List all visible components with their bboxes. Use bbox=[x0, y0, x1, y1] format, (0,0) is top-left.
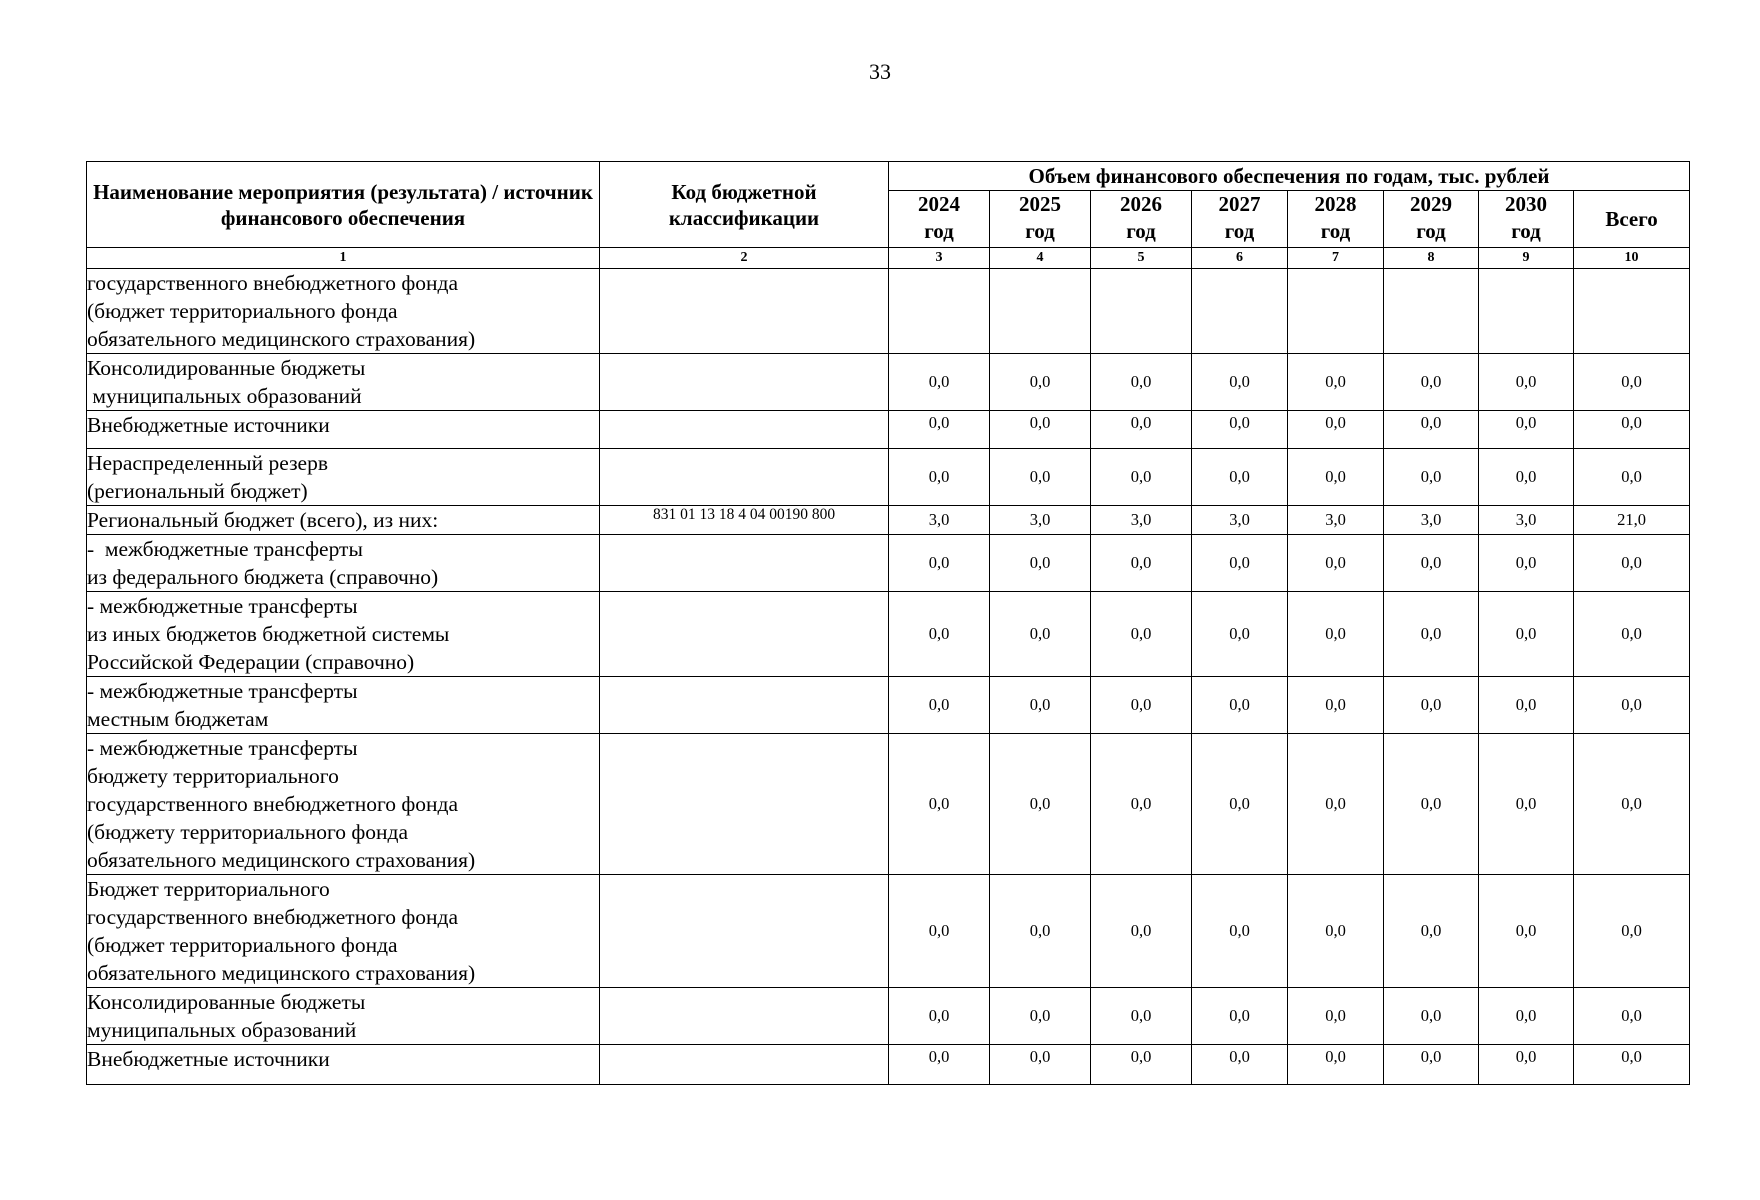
row-name: - межбюджетные трансферты местным бюджетам bbox=[87, 677, 600, 734]
row-value: 0,0 bbox=[1091, 988, 1192, 1045]
table-row bbox=[87, 734, 1690, 875]
row-value: 0,0 bbox=[1192, 592, 1288, 677]
table-row bbox=[87, 592, 1690, 677]
row-name: государственного внебюджетного фонда (бюджет территориального фонда обязательного медицинского страхования) bbox=[87, 269, 600, 354]
table-row bbox=[87, 506, 1690, 535]
table-row bbox=[87, 411, 1690, 449]
row-value: 0,0 bbox=[1479, 354, 1574, 411]
row-value: 0,0 bbox=[990, 1045, 1091, 1085]
row-value: 0,0 bbox=[889, 449, 990, 506]
row-code bbox=[600, 411, 889, 449]
row-value: 0,0 bbox=[1091, 875, 1192, 988]
row-value: 3,0 bbox=[1479, 506, 1574, 535]
row-value bbox=[1091, 269, 1192, 354]
row-name: Консолидированные бюджеты муниципальных образований bbox=[87, 354, 600, 411]
row-value bbox=[1288, 269, 1384, 354]
row-value: 0,0 bbox=[1091, 677, 1192, 734]
row-value: 0,0 bbox=[1479, 592, 1574, 677]
row-value bbox=[1192, 269, 1288, 354]
row-value: 0,0 bbox=[1091, 354, 1192, 411]
row-name: Внебюджетные источники bbox=[87, 411, 600, 449]
row-code bbox=[600, 449, 889, 506]
row-value: 0,0 bbox=[990, 677, 1091, 734]
row-value: 0,0 bbox=[1288, 988, 1384, 1045]
row-value: 0,0 bbox=[1091, 1045, 1192, 1085]
row-value: 0,0 bbox=[990, 592, 1091, 677]
column-number: 8 bbox=[1384, 248, 1479, 269]
header-name: Наименование мероприятия (результата) / источник финансового обеспечения bbox=[87, 162, 600, 248]
row-code bbox=[600, 734, 889, 875]
row-value: 0,0 bbox=[1479, 449, 1574, 506]
row-value: 0,0 bbox=[1384, 449, 1479, 506]
row-value: 0,0 bbox=[990, 734, 1091, 875]
row-value: 3,0 bbox=[1192, 506, 1288, 535]
row-value: 0,0 bbox=[1288, 535, 1384, 592]
column-number-row bbox=[87, 248, 1690, 269]
row-value: 0,0 bbox=[1479, 988, 1574, 1045]
row-value: 0,0 bbox=[1384, 677, 1479, 734]
row-code bbox=[600, 592, 889, 677]
row-value: 0,0 bbox=[889, 875, 990, 988]
row-name: Консолидированные бюджеты муниципальных образований bbox=[87, 988, 600, 1045]
header-financing-group: Объем финансового обеспечения по годам, тыс. рублей bbox=[889, 162, 1690, 191]
row-value: 3,0 bbox=[1091, 506, 1192, 535]
row-value: 0,0 bbox=[990, 535, 1091, 592]
row-total: 0,0 bbox=[1574, 1045, 1690, 1085]
row-value bbox=[889, 269, 990, 354]
row-value: 0,0 bbox=[1479, 535, 1574, 592]
row-value: 0,0 bbox=[1091, 592, 1192, 677]
column-number: 5 bbox=[1091, 248, 1192, 269]
row-name: Региональный бюджет (всего), из них: bbox=[87, 506, 600, 535]
row-value: 0,0 bbox=[1091, 449, 1192, 506]
financial-table bbox=[86, 161, 1690, 1085]
table-row bbox=[87, 677, 1690, 734]
row-name: - межбюджетные трансферты из федерального бюджета (справочно) bbox=[87, 535, 600, 592]
row-value: 0,0 bbox=[1288, 411, 1384, 449]
row-value: 0,0 bbox=[1384, 592, 1479, 677]
table-row bbox=[87, 535, 1690, 592]
row-name: - межбюджетные трансферты бюджету территориального государственного внебюджетного фонда (бюджету территориального фонда обязательного медицинского страхования) bbox=[87, 734, 600, 875]
column-number: 4 bbox=[990, 248, 1091, 269]
row-value: 0,0 bbox=[1192, 1045, 1288, 1085]
row-total: 0,0 bbox=[1574, 354, 1690, 411]
row-value: 0,0 bbox=[1384, 535, 1479, 592]
row-value: 0,0 bbox=[1384, 1045, 1479, 1085]
column-number: 7 bbox=[1288, 248, 1384, 269]
table-row bbox=[87, 1045, 1690, 1085]
row-total: 0,0 bbox=[1574, 734, 1690, 875]
row-value: 3,0 bbox=[1384, 506, 1479, 535]
row-value: 0,0 bbox=[990, 875, 1091, 988]
table-row bbox=[87, 269, 1690, 354]
column-number: 9 bbox=[1479, 248, 1574, 269]
row-total: 0,0 bbox=[1574, 677, 1690, 734]
column-number: 3 bbox=[889, 248, 990, 269]
row-value: 0,0 bbox=[1479, 875, 1574, 988]
row-total: 0,0 bbox=[1574, 875, 1690, 988]
row-value: 0,0 bbox=[1288, 354, 1384, 411]
row-value: 0,0 bbox=[1091, 734, 1192, 875]
row-value: 0,0 bbox=[1288, 449, 1384, 506]
row-value: 0,0 bbox=[1192, 535, 1288, 592]
column-number: 10 bbox=[1574, 248, 1690, 269]
row-name: Внебюджетные источники bbox=[87, 1045, 600, 1085]
row-value bbox=[1384, 269, 1479, 354]
row-value: 0,0 bbox=[1479, 677, 1574, 734]
row-value: 0,0 bbox=[889, 988, 990, 1045]
row-value: 0,0 bbox=[1091, 411, 1192, 449]
table-row bbox=[87, 988, 1690, 1045]
row-value: 0,0 bbox=[1479, 411, 1574, 449]
row-total: 0,0 bbox=[1574, 988, 1690, 1045]
row-code bbox=[600, 1045, 889, 1085]
header-code: Код бюджетной классификации bbox=[600, 162, 889, 248]
row-value: 0,0 bbox=[1384, 411, 1479, 449]
row-value: 0,0 bbox=[1192, 354, 1288, 411]
row-name: - межбюджетные трансферты из иных бюджетов бюджетной системы Российской Федерации (справочно) bbox=[87, 592, 600, 677]
row-value: 0,0 bbox=[1384, 354, 1479, 411]
row-value: 0,0 bbox=[1384, 875, 1479, 988]
row-total: 0,0 bbox=[1574, 411, 1690, 449]
header-year-2028: 2028 год bbox=[1288, 191, 1384, 248]
row-total: 21,0 bbox=[1574, 506, 1690, 535]
row-value: 3,0 bbox=[889, 506, 990, 535]
row-value: 0,0 bbox=[990, 449, 1091, 506]
table-row bbox=[87, 449, 1690, 506]
row-name: Нераспределенный резерв (региональный бюджет) bbox=[87, 449, 600, 506]
row-value: 0,0 bbox=[1192, 988, 1288, 1045]
row-value: 0,0 bbox=[889, 734, 990, 875]
row-value: 0,0 bbox=[1091, 535, 1192, 592]
row-code bbox=[600, 269, 889, 354]
row-value: 0,0 bbox=[1192, 734, 1288, 875]
row-code bbox=[600, 535, 889, 592]
row-code bbox=[600, 875, 889, 988]
table-row bbox=[87, 354, 1690, 411]
row-value: 0,0 bbox=[990, 988, 1091, 1045]
row-value: 0,0 bbox=[1288, 592, 1384, 677]
header-year-2027: 2027 год bbox=[1192, 191, 1288, 248]
row-code bbox=[600, 988, 889, 1045]
row-value: 0,0 bbox=[990, 354, 1091, 411]
row-total: 0,0 bbox=[1574, 535, 1690, 592]
column-number: 6 bbox=[1192, 248, 1288, 269]
row-value: 0,0 bbox=[1288, 677, 1384, 734]
column-number: 1 bbox=[87, 248, 600, 269]
header-year-2030: 2030 год bbox=[1479, 191, 1574, 248]
row-value: 0,0 bbox=[889, 535, 990, 592]
row-value: 0,0 bbox=[1384, 988, 1479, 1045]
row-total bbox=[1574, 269, 1690, 354]
row-value: 0,0 bbox=[990, 411, 1091, 449]
header-year-2025: 2025 год bbox=[990, 191, 1091, 248]
row-code bbox=[600, 354, 889, 411]
row-value: 0,0 bbox=[889, 354, 990, 411]
header-year-2024: 2024 год bbox=[889, 191, 990, 248]
row-value: 0,0 bbox=[1288, 875, 1384, 988]
page-number: 33 bbox=[869, 59, 891, 84]
row-value: 0,0 bbox=[1192, 411, 1288, 449]
header-total: Всего bbox=[1574, 191, 1690, 248]
row-value: 3,0 bbox=[1288, 506, 1384, 535]
row-value: 0,0 bbox=[1384, 734, 1479, 875]
row-value: 0,0 bbox=[1479, 1045, 1574, 1085]
header-year-2026: 2026 год bbox=[1091, 191, 1192, 248]
row-value bbox=[990, 269, 1091, 354]
row-total: 0,0 bbox=[1574, 449, 1690, 506]
row-code: 831 01 13 18 4 04 00190 800 bbox=[600, 506, 889, 535]
row-value: 0,0 bbox=[889, 592, 990, 677]
row-value bbox=[1479, 269, 1574, 354]
table-row bbox=[87, 875, 1690, 988]
row-value: 0,0 bbox=[889, 411, 990, 449]
row-value: 0,0 bbox=[1192, 677, 1288, 734]
row-value: 0,0 bbox=[889, 1045, 990, 1085]
row-value: 0,0 bbox=[1479, 734, 1574, 875]
header-year-2029: 2029 год bbox=[1384, 191, 1479, 248]
row-value: 3,0 bbox=[990, 506, 1091, 535]
row-value: 0,0 bbox=[1192, 875, 1288, 988]
row-value: 0,0 bbox=[1288, 1045, 1384, 1085]
row-total: 0,0 bbox=[1574, 592, 1690, 677]
row-value: 0,0 bbox=[1192, 449, 1288, 506]
row-code bbox=[600, 677, 889, 734]
row-value: 0,0 bbox=[1288, 734, 1384, 875]
row-name: Бюджет территориального государственного внебюджетного фонда (бюджет территориального фонда обязательного медицинского страхования) bbox=[87, 875, 600, 988]
column-number: 2 bbox=[600, 248, 889, 269]
row-value: 0,0 bbox=[889, 677, 990, 734]
table-body bbox=[87, 269, 1690, 1085]
